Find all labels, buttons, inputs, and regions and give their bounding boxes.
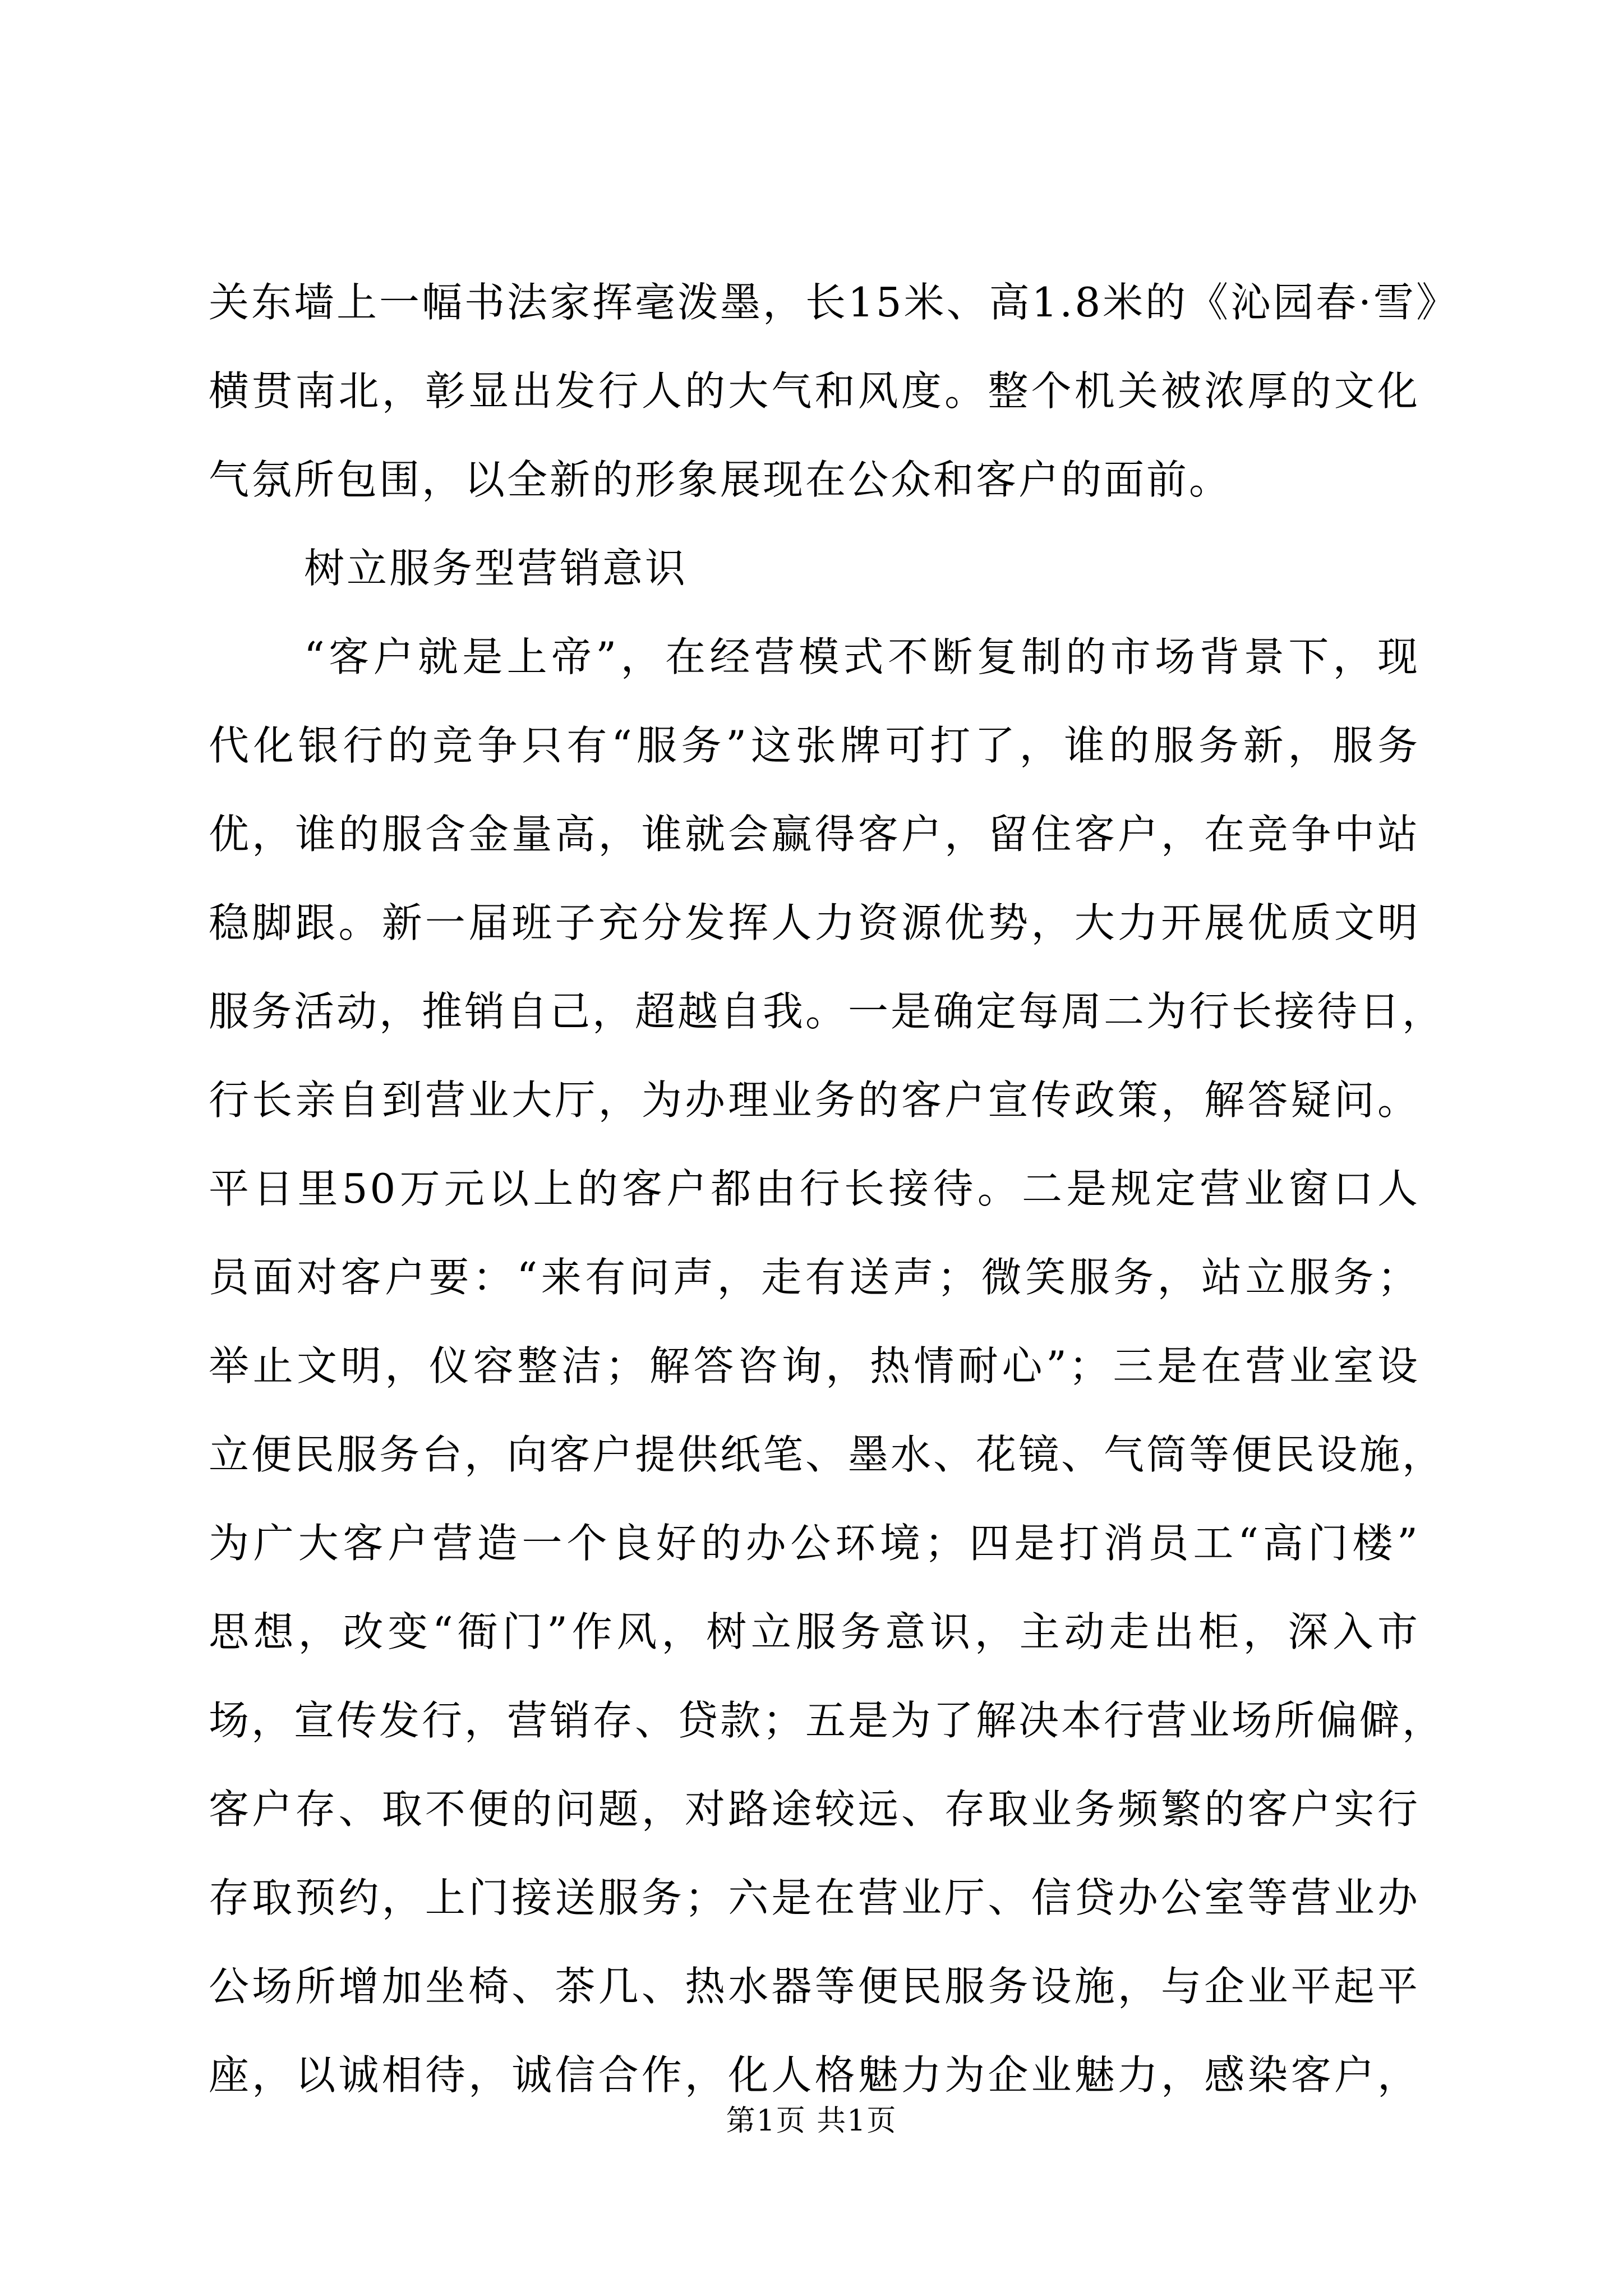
text-line: 员面对客户要：“来有问声，走有送声；微笑服务，站立服务； xyxy=(209,1254,1420,1301)
text-line: 关东墙上一幅书法家挥毫泼墨，长15米、高1.8米的《沁园春·雪》 xyxy=(209,279,1459,326)
text-line: 举止文明，仪容整洁；解答咨询，热情耐心”；三是在营业室设 xyxy=(209,1342,1420,1389)
text-line: 存取预约，上门接送服务；六是在营业厅、信贷办公室等营业办 xyxy=(209,1874,1420,1921)
text-line: 优，谁的服含金量高，谁就会赢得客户，留住客户，在竞争中站 xyxy=(209,811,1420,858)
text-line: 服务活动，推销自己，超越自我。一是确定每周二为行长接待日， xyxy=(209,988,1445,1035)
text-line: 代化银行的竞争只有“服务”这张牌可打了，谁的服务新，服务 xyxy=(209,722,1420,769)
text-line: 平日里50万元以上的客户都由行长接待。二是规定营业窗口人 xyxy=(209,1165,1420,1212)
text-line: 横贯南北，彰显出发行人的大气和风度。整个机关被浓厚的文化 xyxy=(209,367,1420,415)
text-line: 行长亲自到营业大厅，为办理业务的客户宣传政策，解答疑问。 xyxy=(209,1076,1420,1124)
text-line: 立便民服务台，向客户提供纸笔、墨水、花镜、气筒等便民设施， xyxy=(209,1431,1445,1478)
text-line: 为广大客户营造一个良好的办公环境；四是打消员工“高门楼” xyxy=(209,1520,1420,1567)
text-line: 客户存、取不便的问题，对路途较远、存取业务频繁的客户实行 xyxy=(209,1786,1420,1833)
text-line: 公场所增加坐椅、茶几、热水器等便民服务设施，与企业平起平 xyxy=(209,1963,1420,2010)
text-line: 座，以诚相待，诚信合作，化人格魅力为企业魅力，感染客户， xyxy=(209,2051,1420,2099)
text-line: 场，宣传发行，营销存、贷款；五是为了解决本行营业场所偏僻， xyxy=(209,1697,1445,1744)
text-line: 气氛所包围，以全新的形象展现在公众和客户的面前。 xyxy=(209,456,1232,503)
page-footer: 第1页 共1页 xyxy=(726,2104,897,2138)
text-line: 思想，改变“衙门”作风，树立服务意识，主动走出柜，深入市 xyxy=(209,1608,1420,1655)
text-line: “客户就是上帝”，在经营模式不断复制的市场背景下，现 xyxy=(304,633,1420,680)
section-heading: 树立服务型营销意识 xyxy=(304,545,688,592)
text-line: 稳脚跟。新一届班子充分发挥人力资源优势，大力开展优质文明 xyxy=(209,899,1420,946)
document-body xyxy=(209,258,1459,2119)
